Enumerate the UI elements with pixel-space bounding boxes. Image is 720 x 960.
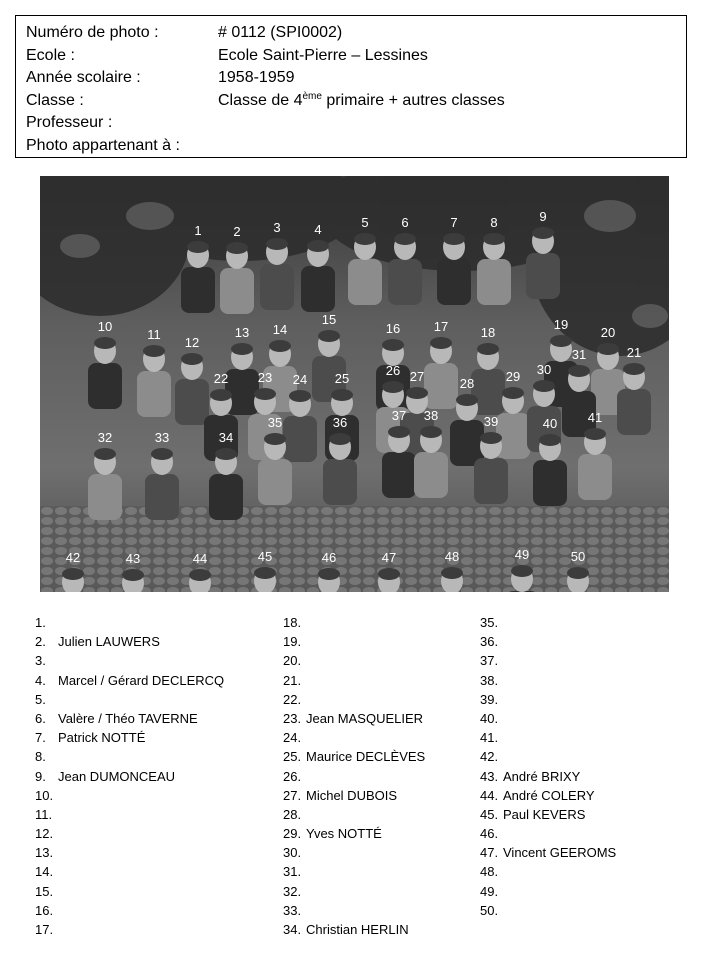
person-name: Michel DUBOIS [306, 787, 398, 803]
person-name: Julien LAUWERS [58, 634, 160, 650]
name-entry [480, 862, 616, 881]
photo-info-box [15, 15, 687, 158]
photo-number-label: 6 [401, 215, 409, 230]
info-row-photo-number [26, 22, 676, 45]
photo-number-label: 16 [385, 321, 401, 336]
name-number: 30. [283, 845, 302, 861]
person-name: Vincent GEEROMS [503, 845, 617, 861]
name-number: 43. [480, 768, 499, 784]
photo-number-label: 40 [542, 416, 558, 431]
name-number: 9. [35, 768, 46, 784]
photo-number-label: 46 [321, 550, 337, 565]
name-number: 25. [283, 749, 302, 765]
name-number: 16. [35, 902, 54, 918]
photo-number-label: 7 [450, 215, 458, 230]
name-number: 47. [480, 845, 499, 861]
name-entry [480, 882, 616, 901]
photo-number-label: 42 [65, 550, 81, 565]
name-number: 24. [283, 730, 302, 746]
photo-number-label: 48 [444, 549, 460, 564]
info-row-class [26, 90, 676, 113]
names-column-2 [283, 613, 425, 939]
name-entry [283, 632, 425, 651]
name-entry [35, 882, 224, 901]
name-number: 19. [283, 634, 302, 650]
class-value-post: primaire + autres classes [321, 91, 505, 109]
names-column-1 [35, 613, 224, 939]
photo-number-label: 37 [391, 408, 407, 423]
name-entry [283, 824, 425, 843]
name-entry [35, 862, 224, 881]
name-entry [283, 613, 425, 632]
info-value: 1958-1959 [218, 69, 295, 87]
name-entry [480, 728, 616, 747]
photo-number-label: 8 [490, 215, 498, 230]
name-entry [283, 862, 425, 881]
photo-number-label: 45 [257, 549, 273, 564]
name-number: 7. [35, 730, 46, 746]
name-entry [283, 747, 425, 766]
info-value [218, 135, 676, 158]
name-entry [35, 651, 224, 670]
name-number: 36. [480, 634, 499, 650]
name-number: 27. [283, 787, 302, 803]
name-number: 4. [35, 672, 46, 688]
name-number: 48. [480, 864, 499, 880]
name-number: 32. [283, 883, 302, 899]
name-entry [480, 671, 616, 690]
info-label: Année scolaire : [26, 69, 141, 87]
photo-number-label: 49 [514, 547, 530, 562]
class-value-sup: ème [302, 90, 322, 102]
photo-number-label: 14 [272, 322, 288, 337]
name-entry [480, 709, 616, 728]
name-entry [480, 843, 616, 862]
photo-number-label: 39 [483, 414, 499, 429]
name-number: 2. [35, 634, 46, 650]
person-name: Jean MASQUELIER [306, 710, 424, 726]
person-name: Christian HERLIN [306, 922, 409, 937]
name-number: 20. [283, 653, 302, 669]
name-entry [480, 805, 616, 824]
photo-number-label: 43 [125, 551, 141, 566]
person-name: Maurice DECLÈVES [306, 749, 426, 765]
name-number: 40. [480, 710, 499, 726]
name-number: 18. [283, 615, 302, 630]
name-number: 11. [35, 806, 53, 822]
photo-number-label: 47 [381, 550, 397, 565]
photo-number-label: 2 [233, 224, 241, 239]
class-photo-image [40, 176, 669, 592]
name-entry [283, 728, 425, 747]
photo-number-label: 36 [332, 415, 348, 430]
photo-number-label: 25 [334, 371, 350, 386]
photo-number-label: 18 [480, 325, 496, 340]
info-row-owner [26, 135, 676, 158]
name-number: 45. [480, 806, 499, 822]
name-entry [480, 690, 616, 709]
name-number: 5. [35, 691, 46, 707]
name-number: 8. [35, 749, 46, 765]
photo-number-label: 11 [147, 327, 161, 342]
info-label: Numéro de photo : [26, 24, 159, 41]
name-entry [480, 651, 616, 670]
photo-number-label: 12 [184, 335, 200, 350]
photo-number-label: 26 [385, 363, 401, 378]
name-entry [283, 882, 425, 901]
name-number: 21. [283, 672, 302, 688]
person-name: Valère / Théo TAVERNE [58, 710, 198, 726]
name-entry [35, 728, 224, 747]
info-value: # 0112 (SPI0002) [218, 24, 343, 41]
name-number: 50. [480, 902, 499, 918]
name-entry [35, 709, 224, 728]
photo-number-label: 13 [234, 325, 250, 340]
photo-number-label: 31 [571, 347, 587, 362]
info-value: Ecole Saint-Pierre – Lessines [218, 46, 428, 64]
name-entry [283, 690, 425, 709]
name-entry [480, 901, 616, 920]
name-entry [35, 690, 224, 709]
name-entry [35, 843, 224, 862]
name-entry [35, 920, 224, 939]
name-number: 6. [35, 710, 46, 726]
person-name: André COLERY [503, 787, 595, 803]
person-name: Paul KEVERS [503, 806, 586, 822]
info-label: Professeur : [26, 114, 113, 132]
name-number: 35. [480, 615, 499, 630]
person-name: Yves NOTTÉ [306, 826, 382, 842]
name-entry [283, 920, 425, 939]
photo-number-label: 21 [626, 345, 642, 360]
info-label: Ecole : [26, 46, 75, 64]
person-name: Marcel / Gérard DECLERCQ [58, 672, 225, 688]
info-value [218, 90, 676, 113]
photo-number-label: 17 [433, 319, 449, 334]
photo-number-label: 9 [539, 209, 547, 224]
name-entry [480, 786, 616, 805]
name-entry [35, 824, 224, 843]
name-number: 31. [283, 864, 302, 880]
name-entry [480, 767, 616, 786]
person-name: André BRIXY [503, 768, 581, 784]
photo-number-label: 5 [361, 215, 369, 230]
name-entry [283, 709, 425, 728]
info-label: Photo appartenant à : [26, 136, 180, 154]
info-row-teacher [26, 112, 676, 135]
name-entry [480, 747, 616, 766]
name-entry [283, 786, 425, 805]
photo-number-label: 44 [192, 551, 208, 566]
name-number: 10. [35, 787, 54, 803]
photo-number-label: 35 [267, 415, 283, 430]
photo-number-label: 50 [570, 549, 586, 564]
name-entry [35, 747, 224, 766]
name-number: 3. [35, 653, 46, 669]
info-label: Classe : [26, 91, 84, 109]
name-entry [480, 613, 616, 632]
name-entry [283, 843, 425, 862]
photo-number-label: 29 [505, 369, 521, 384]
name-number: 22. [283, 691, 302, 707]
name-number: 41. [480, 730, 499, 746]
photo-number-label: 28 [459, 376, 475, 391]
photo-number-label: 1 [194, 223, 202, 238]
photo-number-label: 32 [97, 430, 113, 445]
photo-number-label: 38 [423, 408, 439, 423]
name-entry [35, 901, 224, 920]
photo-number-label: 15 [321, 312, 337, 327]
name-entry [35, 613, 224, 632]
name-entry [283, 671, 425, 690]
name-entry [35, 671, 224, 690]
name-entry [35, 632, 224, 651]
name-entry [35, 786, 224, 805]
name-number: 15. [35, 883, 54, 899]
class-value-pre: Classe de 4 [218, 91, 303, 109]
photo-number-label: 22 [213, 371, 229, 386]
name-entry [35, 767, 224, 786]
name-number: 29. [283, 826, 302, 842]
name-number: 44. [480, 787, 499, 803]
name-entry [283, 651, 425, 670]
name-number: 49. [480, 883, 499, 899]
name-number: 12. [35, 826, 54, 842]
name-number: 38. [480, 672, 499, 688]
name-entry [480, 824, 616, 843]
name-number: 13. [35, 845, 54, 861]
photo-number-label: 3 [273, 220, 281, 235]
photo-number-label: 27 [409, 369, 425, 384]
photo-number-label: 20 [600, 325, 616, 340]
photo-number-label: 30 [536, 362, 552, 377]
photo-number-label: 41 [587, 410, 603, 425]
name-number: 42. [480, 749, 499, 765]
info-row-school [26, 45, 676, 68]
photo-number-label: 23 [257, 370, 273, 385]
name-number: 34. [283, 922, 302, 937]
name-entry [283, 805, 425, 824]
name-number: 14. [35, 864, 54, 880]
names-column-3 [480, 613, 616, 920]
name-number: 37. [480, 653, 499, 669]
photo-number-label: 4 [314, 222, 322, 237]
photo-number-label: 34 [218, 430, 234, 445]
photo-number-label: 10 [97, 319, 113, 334]
info-value [218, 112, 676, 135]
person-name: Patrick NOTTÉ [58, 730, 146, 746]
name-entry [480, 632, 616, 651]
photo-number-label: 19 [553, 317, 569, 332]
name-number: 17. [35, 922, 54, 937]
photo-number-label: 24 [292, 372, 308, 387]
class-photo [40, 176, 669, 592]
name-number: 39. [480, 691, 499, 707]
name-number: 23. [283, 710, 302, 726]
photo-number-label: 33 [154, 430, 170, 445]
name-number: 33. [283, 902, 302, 918]
name-number: 26. [283, 768, 302, 784]
info-row-school-year [26, 67, 676, 90]
name-entry [35, 805, 224, 824]
name-number: 46. [480, 826, 499, 842]
name-number: 28. [283, 806, 302, 822]
name-entry [283, 901, 425, 920]
name-entry [283, 767, 425, 786]
name-number: 1. [35, 615, 46, 630]
person-name: Jean DUMONCEAU [58, 768, 176, 784]
